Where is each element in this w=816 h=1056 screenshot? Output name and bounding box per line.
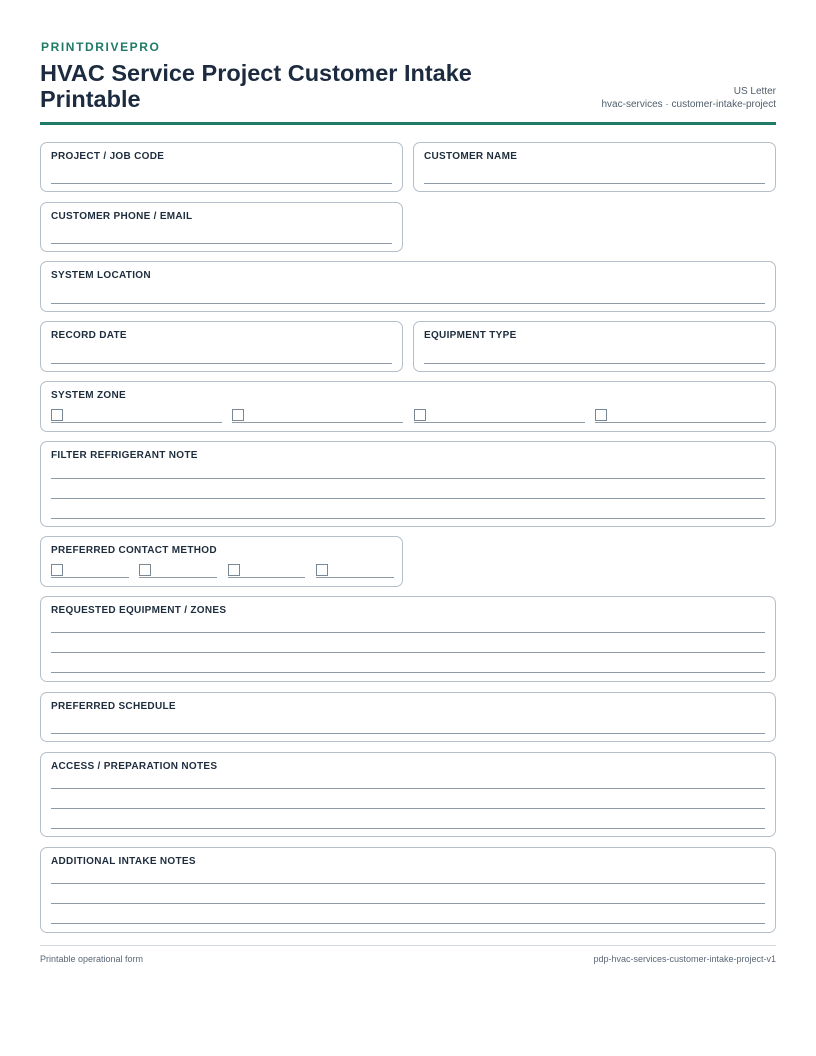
- field-label: PREFERRED SCHEDULE: [51, 701, 176, 712]
- write-line[interactable]: [51, 672, 765, 673]
- checkbox[interactable]: [139, 564, 151, 576]
- write-line[interactable]: [51, 808, 765, 809]
- field-preferred-schedule: [40, 692, 776, 742]
- write-line[interactable]: [51, 883, 765, 884]
- write-line[interactable]: [51, 788, 765, 789]
- write-line[interactable]: [51, 303, 765, 304]
- checkbox[interactable]: [51, 409, 63, 421]
- write-line[interactable]: [51, 478, 765, 479]
- field-label: ACCESS / PREPARATION NOTES: [51, 761, 218, 772]
- contact-option[interactable]: [228, 564, 305, 578]
- write-line[interactable]: [51, 923, 765, 924]
- field-label: RECORD DATE: [51, 330, 127, 341]
- contact-option[interactable]: [316, 564, 394, 578]
- checkbox[interactable]: [51, 564, 63, 576]
- field-customer-phone-email: [40, 202, 403, 252]
- field-requested-equipment-zones: [40, 596, 776, 682]
- field-system-zone: [40, 381, 776, 432]
- field-project-job-code: [40, 142, 403, 192]
- checkbox[interactable]: [414, 409, 426, 421]
- field-label: PROJECT / JOB CODE: [51, 151, 165, 162]
- write-line[interactable]: [51, 903, 765, 904]
- footer-left-text: Printable operational form: [40, 954, 144, 964]
- field-preferred-contact-method: [40, 536, 403, 587]
- write-line[interactable]: [51, 183, 392, 184]
- field-label: EQUIPMENT TYPE: [424, 330, 517, 341]
- write-line[interactable]: [51, 518, 765, 519]
- field-additional-intake-notes: [40, 847, 776, 933]
- field-record-date: [40, 321, 403, 372]
- checkbox[interactable]: [228, 564, 240, 576]
- contact-option[interactable]: [139, 564, 217, 578]
- field-system-location: [40, 261, 776, 312]
- field-label: REQUESTED EQUIPMENT / ZONES: [51, 605, 227, 616]
- write-line[interactable]: [51, 733, 765, 734]
- page-size-label: US Letter: [733, 86, 776, 97]
- write-line[interactable]: [51, 243, 392, 244]
- field-equipment-type: [413, 321, 776, 372]
- write-line[interactable]: [51, 828, 765, 829]
- field-label: SYSTEM LOCATION: [51, 270, 151, 281]
- field-label: CUSTOMER NAME: [424, 151, 518, 162]
- field-access-preparation-notes: [40, 752, 776, 837]
- field-customer-name: [413, 142, 776, 192]
- brand-name: PRINTDRIVEPRO: [41, 40, 161, 54]
- header-divider: [40, 122, 776, 125]
- field-filter-refrigerant-note: [40, 441, 776, 527]
- footer-divider: [40, 945, 776, 946]
- checkbox[interactable]: [595, 409, 607, 421]
- checkbox[interactable]: [316, 564, 328, 576]
- document-slug: hvac-services · customer-intake-project: [601, 99, 776, 110]
- write-line[interactable]: [51, 652, 765, 653]
- zone-option[interactable]: [595, 409, 766, 423]
- zone-option[interactable]: [232, 409, 403, 423]
- field-label: CUSTOMER PHONE / EMAIL: [51, 211, 193, 222]
- document-meta: [602, 85, 777, 111]
- field-label: PREFERRED CONTACT METHOD: [51, 545, 217, 556]
- write-line[interactable]: [424, 183, 765, 184]
- write-line[interactable]: [51, 632, 765, 633]
- field-label: SYSTEM ZONE: [51, 390, 126, 401]
- contact-option[interactable]: [51, 564, 129, 578]
- field-label: FILTER REFRIGERANT NOTE: [51, 450, 198, 461]
- write-line[interactable]: [51, 498, 765, 499]
- page-title: HVAC Service Project Customer Intake Printable: [40, 60, 472, 112]
- footer-form-id: pdp-hvac-services-customer-intake-project-v1: [593, 954, 776, 964]
- field-label: ADDITIONAL INTAKE NOTES: [51, 856, 196, 867]
- write-line[interactable]: [51, 363, 392, 364]
- zone-option[interactable]: [51, 409, 222, 423]
- zone-option[interactable]: [414, 409, 585, 423]
- checkbox[interactable]: [232, 409, 244, 421]
- write-line[interactable]: [424, 363, 765, 364]
